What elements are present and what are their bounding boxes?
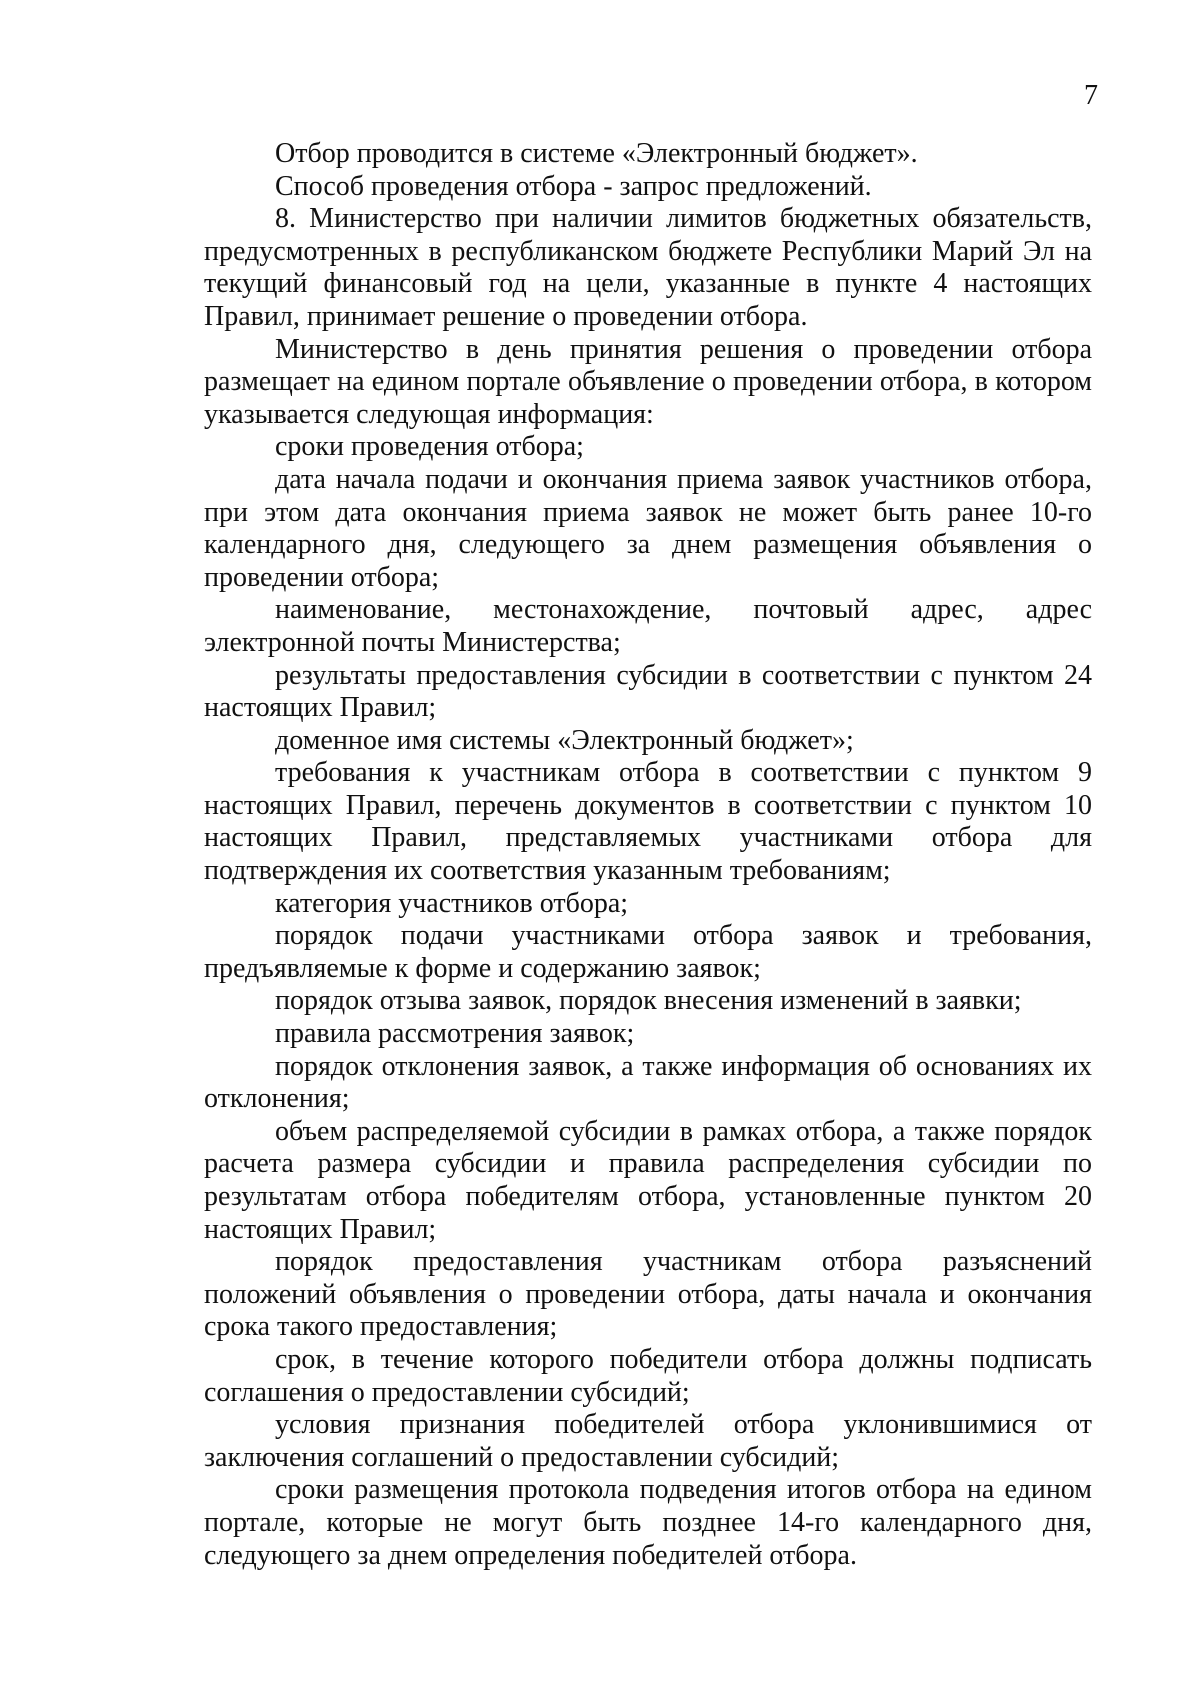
paragraph: сроки размещения протокола подведения итогов отбора на едином портале, которые не могут быть позднее 14-го календарного дня, следующего за днем определения победителей отбора. xyxy=(204,1474,1092,1571)
document-body xyxy=(204,138,1092,1572)
paragraph: правила рассмотрения заявок; xyxy=(275,1018,635,1050)
paragraph: порядок предоставления участникам отбора разъяснений положений объявления о проведении отбора, даты начала и окончания срока такого предоставления; xyxy=(204,1246,1092,1343)
paragraph: порядок отзыва заявок, порядок внесения изменений в заявки; xyxy=(275,985,1022,1017)
paragraph: порядок отклонения заявок, а также информация об основаниях их отклонения; xyxy=(204,1050,1092,1115)
page-number: 7 xyxy=(1084,80,1098,111)
paragraph: сроки проведения отбора; xyxy=(275,431,584,463)
paragraph: требования к участникам отбора в соответствии с пунктом 9 настоящих Правил, перечень документов в соответствии с пунктом 10 настоящих Правил, представляемых участниками отбора для подтверждения их соответствия указанным требованиям; xyxy=(204,757,1092,887)
paragraph: условия признания победителей отбора уклонившимися от заключения соглашений о предоставлении субсидий; xyxy=(204,1409,1092,1473)
paragraph: порядок подачи участниками отбора заявок и требования, предъявляемые к форме и содержанию заявок; xyxy=(204,920,1092,984)
paragraph: дата начала подачи и окончания приема заявок участников отбора, при этом дата окончания приема заявок не может быть ранее 10-го календарного дня, следующего за днем размещения объявления о проведении отбора; xyxy=(204,463,1092,593)
paragraph: 8. Министерство при наличии лимитов бюджетных обязательств, предусмотренных в республиканском бюджете Республики Марий Эл на текущий финансовый год на цели, указанные в пункте 4 настоящих Правил, принимает решение о проведении отбора. xyxy=(204,203,1092,332)
paragraph: Отбор проводится в системе «Электронный бюджет». xyxy=(275,138,918,169)
paragraph: результаты предоставления субсидии в соответствии с пунктом 24 настоящих Правил; xyxy=(204,659,1092,724)
paragraph: доменное имя системы «Электронный бюджет»; xyxy=(275,724,854,756)
paragraph: Министерство в день принятия решения о проведении отбора размещает на едином портале объявление о проведении отбора, в котором указывается следующая информация: xyxy=(204,333,1092,430)
paragraph: наименование, местонахождение, почтовый адрес, адрес электронной почты Министерства; xyxy=(204,594,1092,658)
paragraph: объем распределяемой субсидии в рамках отбора, а также порядок расчета размера субсидии и правила распределения субсидии по результатам отбора победителям отбора, установленные пунктом 20 настоящих Правил; xyxy=(204,1115,1092,1245)
paragraph: категория участников отбора; xyxy=(275,887,629,919)
paragraph: срок, в течение которого победители отбора должны подписать соглашения о предоставлении субсидий; xyxy=(204,1343,1092,1408)
paragraph: Способ проведения отбора - запрос предложений. xyxy=(275,170,872,202)
